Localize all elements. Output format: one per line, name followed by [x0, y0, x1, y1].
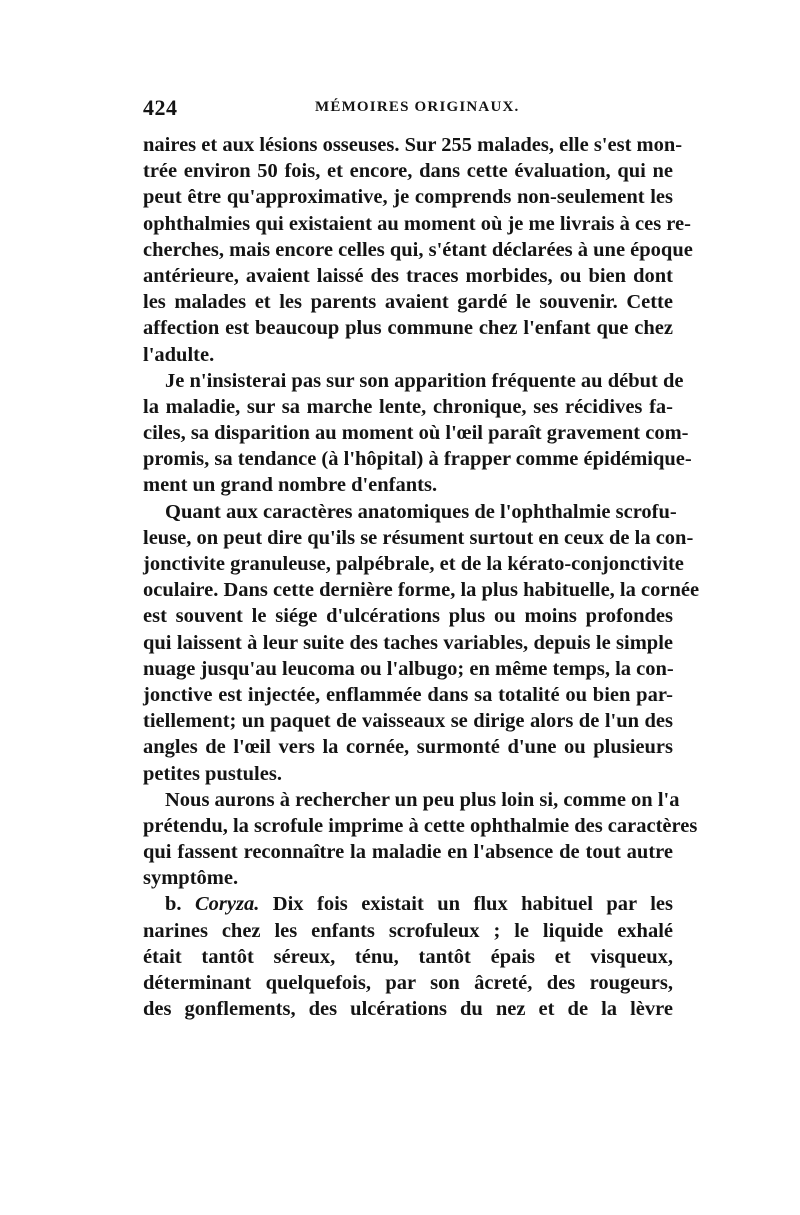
text-line: petites pustules. [143, 762, 282, 785]
text-line: la maladie, sur sa marche lente, chronique, ses récidives fa- [143, 395, 673, 418]
text-line: promis, sa tendance (à l'hôpital) à frapper comme épidémique- [143, 448, 692, 471]
text-line: Quant aux caractères anatomiques de l'ophthalmie scrofu- [165, 500, 677, 523]
text-line: Nous aurons à rechercher un peu plus loin si, comme on l'a [165, 788, 680, 811]
text-line: symptôme. [143, 867, 239, 890]
text-line: affection est beaucoup plus commune chez l'enfant que chez [143, 317, 673, 340]
section-heading: Coryza. [194, 893, 260, 916]
text-line: tiellement; un paquet de vaisseaux se dirige alors de l'un des [143, 710, 673, 733]
text-line: narines chez les enfants scrofuleux ; le liquide exhalé [143, 919, 673, 942]
text-line: les malades et les parents avaient gardé le souvenir. Cette [143, 291, 673, 314]
text-line: jonctive est injectée, enflammée dans sa totalité ou bien par- [143, 683, 673, 706]
page-header [143, 95, 673, 125]
text-line: était tantôt séreux, ténu, tantôt épais et visqueux, [143, 945, 673, 968]
text-line: trée environ 50 fois, et encore, dans cette évaluation, qui ne [143, 160, 673, 183]
running-head: MÉMOIRES ORIGINAUX. [315, 99, 520, 115]
page-number: 424 [143, 95, 178, 120]
text-line: naires et aux lésions osseuses. Sur 255 malades, elle s'est mon- [143, 134, 683, 156]
text-line: déterminant quelquefois, par son âcreté, des rougeurs, [143, 972, 673, 994]
body-text [143, 132, 700, 1022]
text-line: leuse, on peut dire qu'ils se résument surtout en ceux de la con- [143, 526, 694, 549]
text-line: jonctivite granuleuse, palpébrale, et de la kérato-conjonctivite [143, 553, 684, 575]
text-line: ment un grand nombre d'enfants. [143, 474, 438, 497]
text-line: l'adulte. [143, 343, 215, 366]
text-line-rest: Dix fois existait un flux habituel par les [259, 893, 673, 916]
text-line: nuage jusqu'au leucoma ou l'albugo; en même temps, la con- [143, 657, 674, 680]
text-line: des gonflements, des ulcérations du nez et de la lèvre [143, 998, 673, 1021]
text-line: ophthalmies qui existaient au moment où je me livrais à ces re- [143, 212, 691, 235]
text-line: angles de l'œil vers la cornée, surmonté d'une ou plusieurs [143, 736, 673, 759]
section-marker: b. [165, 893, 195, 916]
text-line: qui fassent reconnaître la maladie en l'absence de tout autre [143, 841, 673, 864]
text-line: ciles, sa disparition au moment où l'œil paraît gravement com- [143, 422, 689, 445]
text-line: Je n'insisterai pas sur son apparition fréquente au début de [165, 369, 684, 392]
text-line: peut être qu'approximative, je comprends non-seulement les [143, 186, 673, 209]
text-line: est souvent le siége d'ulcérations plus ou moins profondes [143, 605, 673, 628]
text-line: antérieure, avaient laissé des traces morbides, ou bien dont [143, 264, 673, 287]
text-line: cherches, mais encore celles qui, s'étant déclarées à une époque [143, 238, 693, 261]
text-line: oculaire. Dans cette dernière forme, la plus habituelle, la cornée [143, 579, 700, 602]
text-line: qui laissent à leur suite des taches variables, depuis le simple [143, 631, 673, 654]
text-line: prétendu, la scrofule imprime à cette ophthalmie des caractères [143, 814, 698, 837]
text-line [143, 891, 673, 917]
